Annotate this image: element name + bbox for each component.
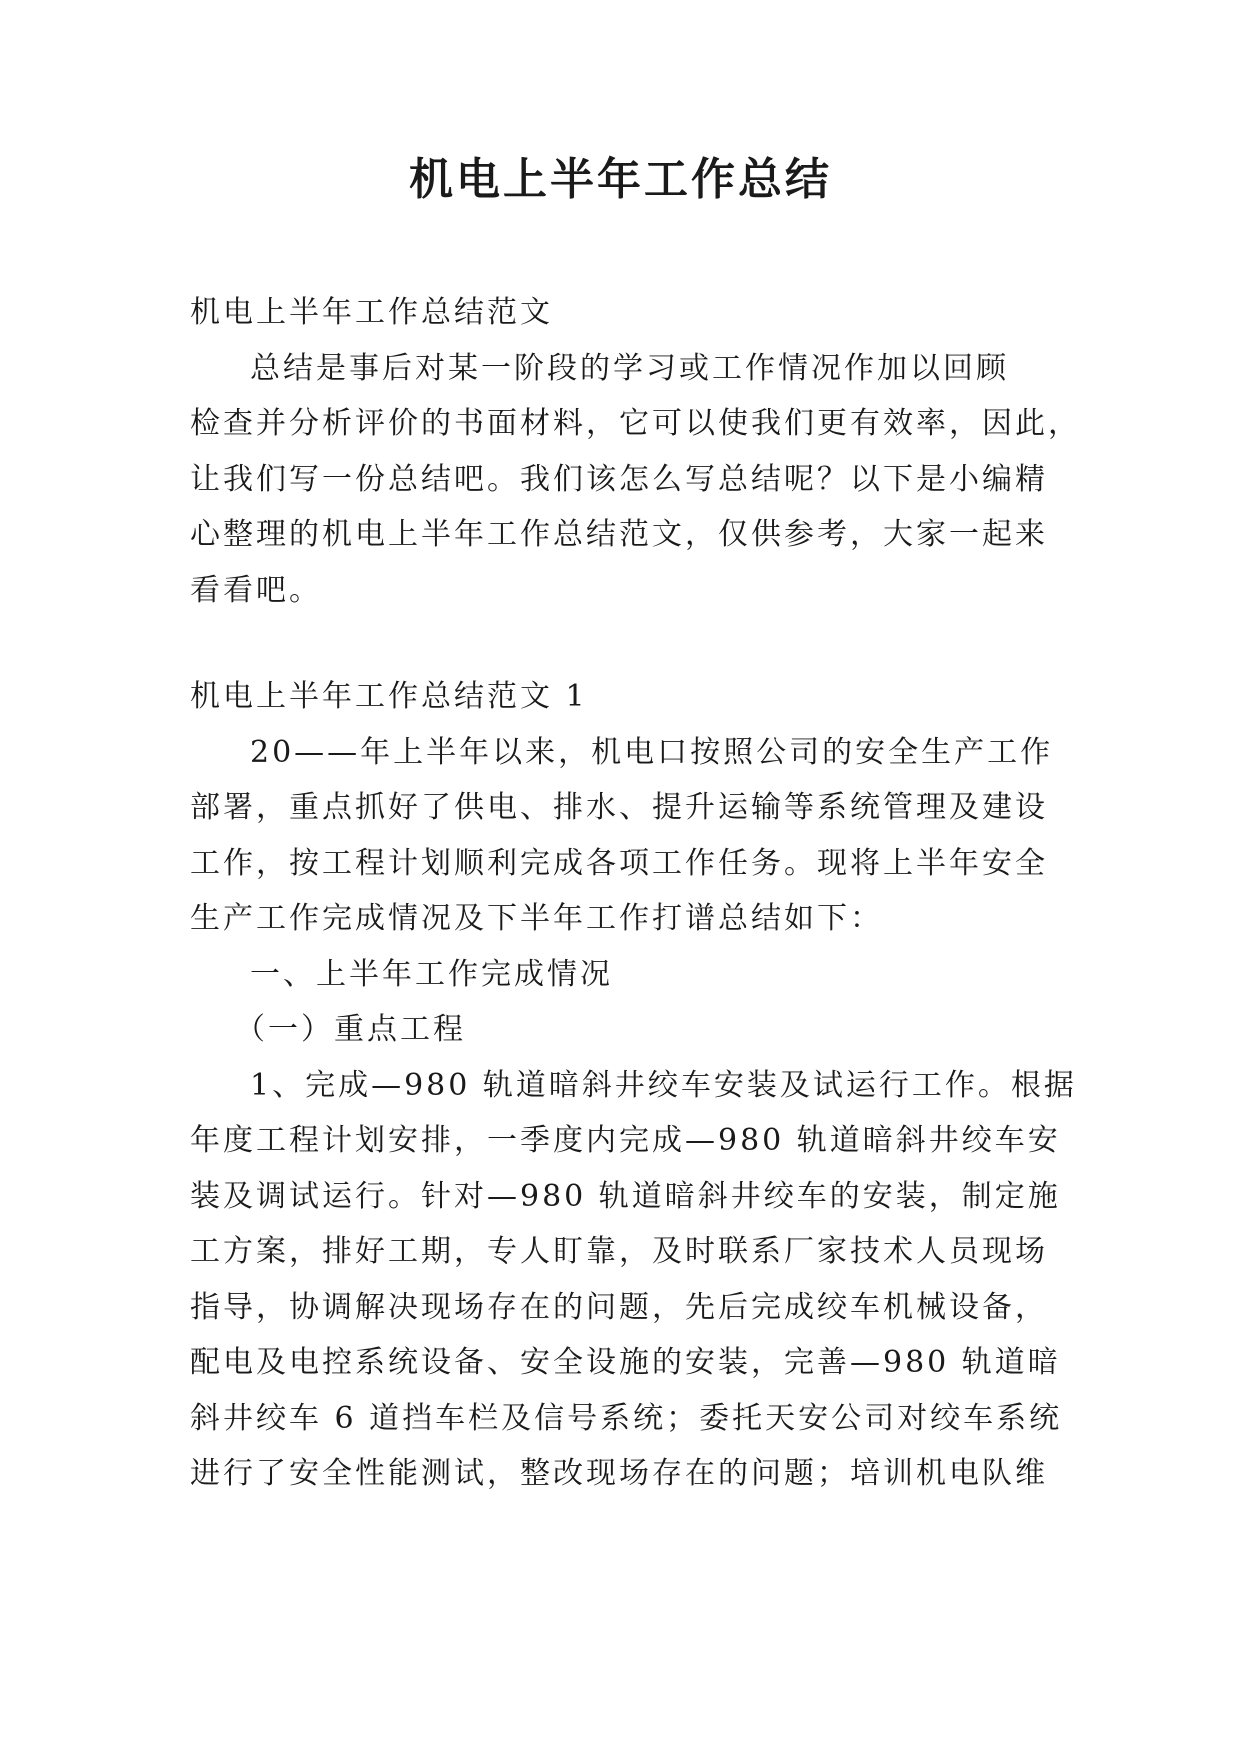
section-heading: 机电上半年工作总结范文 1 <box>190 679 588 714</box>
document-body <box>190 285 1081 1502</box>
paragraph-line: 装及调试运行。针对—980 轨道暗斜井绞车的安装，制定施 <box>190 1178 1061 1214</box>
document-title: 机电上半年工作总结 <box>409 154 832 205</box>
subtitle-line: 机电上半年工作总结范文 <box>190 295 553 330</box>
list-heading: 一、上半年工作完成情况 <box>250 956 613 992</box>
paragraph-line: 斜井绞车 6 道挡车栏及信号系统；委托天安公司对绞车系统 <box>190 1400 1063 1436</box>
paragraph-line: 年度工程计划安排，一季度内完成—980 轨道暗斜井绞车安 <box>190 1123 1061 1158</box>
paragraph-line: 1、完成—980 轨道暗斜井绞车安装及试运行工作。根据 <box>250 1067 1077 1103</box>
paragraph-line: 指导，协调解决现场存在的问题，先后完成绞车机械设备， <box>190 1289 1048 1325</box>
paragraph-line: 20——年上半年以来，机电口按照公司的安全生产工作 <box>250 734 1054 770</box>
paragraph-line: 工方案，排好工期，专人盯靠，及时联系厂家技术人员现场 <box>190 1234 1048 1269</box>
paragraph-line: 让我们写一份总结吧。我们该怎么写总结呢？以下是小编精 <box>190 461 1048 497</box>
paragraph-line: 检查并分析评价的书面材料，它可以使我们更有效率，因此， <box>190 406 1081 441</box>
paragraph-line: 心整理的机电上半年工作总结范文，仅供参考，大家一起来 <box>190 517 1048 552</box>
paragraph-line: 工作，按工程计划顺利完成各项工作任务。现将上半年安全 <box>190 845 1048 881</box>
list-subheading: （一）重点工程 <box>235 1012 466 1047</box>
paragraph-line: 部署，重点抓好了供电、排水、提升运输等系统管理及建设 <box>190 790 1048 825</box>
paragraph-line: 生产工作完成情况及下半年工作打谱总结如下： <box>190 901 883 936</box>
paragraph-line: 看看吧。 <box>190 572 322 608</box>
paragraph-line: 配电及电控系统设备、安全设施的安装，完善—980 轨道暗 <box>190 1345 1061 1380</box>
paragraph-line: 进行了安全性能测试，整改现场存在的问题；培训机电队维 <box>190 1456 1048 1491</box>
paragraph-line: 总结是事后对某一阶段的学习或工作情况作加以回顾 <box>250 350 1009 386</box>
section-spacer <box>190 618 1052 669</box>
